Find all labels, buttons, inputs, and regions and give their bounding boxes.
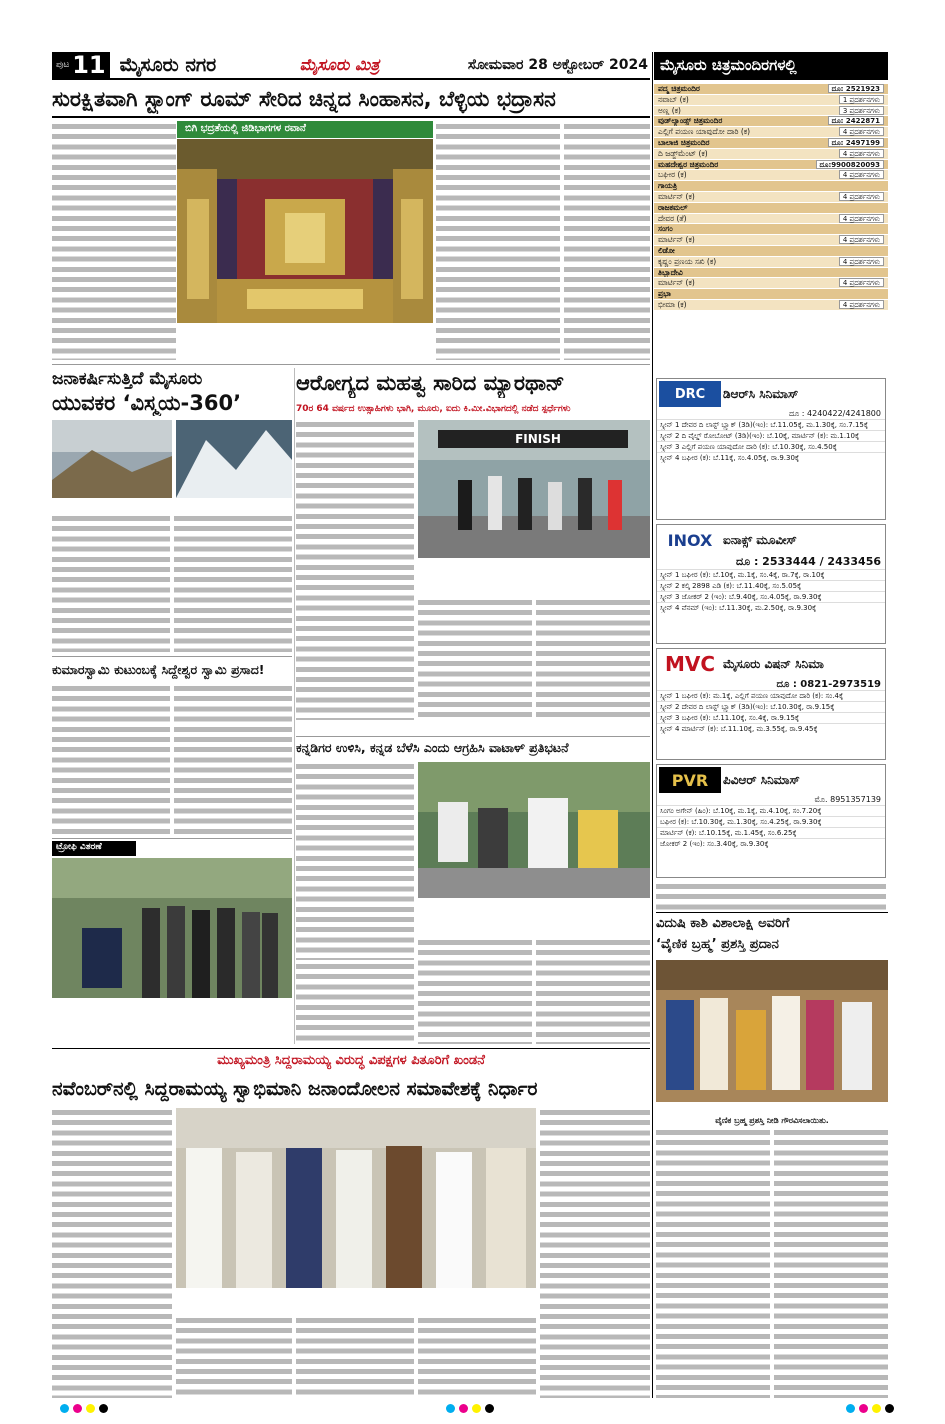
theatre-hall-row	[654, 268, 888, 279]
story5-body-col1	[296, 762, 414, 960]
story1-body-col3	[436, 122, 560, 360]
theatre-note	[656, 882, 886, 910]
story8-caption-text: ವೈಣಿಕ ಬ್ರಹ್ಮ ಪ್ರಶಸ್ತಿ ನೀಡಿ ಗೌರವಿಸಲಾಯಿತು.	[715, 1116, 829, 1125]
drc-logo: DRC	[659, 381, 721, 407]
showtime-row: ಮಾರ್ಟಿನ್ (ಕ): ಬೆ.10.15ಕ್ಕೆ, ಮ.1.45ಕ್ಕೆ, ಸಂ.6.25ಕ್ಕೆ	[657, 827, 885, 838]
theatre-row-name: ಮಾರ್ಟಿನ್ (ಕ)	[658, 278, 695, 288]
theatre-row-value: 4 ಪ್ರದರ್ಶನಗಳು	[839, 214, 884, 223]
theatre-row-name: ರಾಜಕಮಲ್	[658, 202, 688, 212]
inox-box	[656, 524, 886, 644]
inox-phone: ದೂ : 2533444 / 2433456	[735, 555, 881, 568]
story7-body-col4	[418, 1316, 536, 1398]
story1-body-col1	[52, 122, 176, 360]
story3-body-col1	[296, 420, 414, 720]
mvc-showtimes	[657, 690, 885, 734]
theatre-row-name: ಬಾಲಾಜಿ ಚಿತ್ರಮಂದಿರ	[658, 137, 710, 147]
theatre-row-name: ಬಘೀರ (ಕ)	[658, 170, 687, 180]
theatre-row-name: ಮಾರ್ಟಿನ್ (ಕ)	[658, 191, 695, 201]
story2-body-col2	[174, 514, 292, 652]
theatre-row-value: 4 ಪ್ರದರ್ಶನಗಳು	[839, 170, 884, 179]
showtime-row: ಸ್ಕ್ರೀನ್ 1 ಬಘೀರ (ಕ): ಮ.1ಕ್ಕೆ, ಎಲ್ಲಿಗೆ ಪಯಣ ಯಾವುದೋ ದಾರಿ (ಕ): ಸಂ.4ಕ್ಕೆ	[657, 690, 885, 701]
mvc-phone: ದೂ : 0821-2973519	[776, 679, 881, 690]
theatre-film-row	[654, 149, 888, 160]
story1-photo-caption	[177, 324, 433, 362]
pvr-logo: PVR	[659, 767, 721, 793]
finish-banner-text: FINISH	[515, 432, 561, 446]
theatre-row-value: 4 ಪ್ರದರ್ಶನಗಳು	[839, 300, 884, 309]
story5-headline: ಕನ್ನಡಿಗರ ಉಳಿಸಿ, ಕನ್ನಡ ಬೆಳೆಸಿ ಎಂದು ಆಗ್ರಹಿಸಿ ವಾಟಾಳ್ ಪ್ರತಿಭಟನೆ	[296, 740, 569, 755]
showtime-row: ಜೋಕರ್ 2 (ಇಂ): ಸಂ.3.40ಕ್ಕೆ, ರಾ.9.30ಕ್ಕೆ	[657, 838, 885, 849]
theatre-film-row	[654, 127, 888, 138]
story3-body-col3	[536, 598, 650, 720]
page-number: 11	[72, 51, 106, 79]
theatre-hall-row	[654, 224, 888, 235]
showtime-row: ಸ್ಕ್ರೀನ್ 3 ಬಘೀರ (ಕ): ಬೆ.11.10ಕ್ಕೆ, ಸಂ.4ಕ್ಕೆ, ರಾ.9.15ಕ್ಕೆ	[657, 712, 885, 723]
theatre-row-name: ಭೀಮಾ (ಕ)	[658, 299, 687, 309]
theatre-row-name: ಮಾರ್ಟಿನ್ (ಕ)	[658, 235, 695, 245]
theatre-hall-row	[654, 116, 888, 127]
theatre-row-name: ವುಡ್‌ಲ್ಯಾಂಡ್ಸ್ ಚಿತ್ರಮಂದಿರ	[658, 116, 723, 126]
theatre-film-row	[654, 300, 888, 311]
theatre-hall-row	[654, 289, 888, 300]
mvc-logo: MVC	[659, 651, 721, 677]
theatre-row-name: ಪ್ರಭಾ	[658, 289, 671, 299]
pvr-name: ಪಿವಿಆರ್ ಸಿನಿಮಾಸ್	[723, 772, 800, 787]
showtime-row: ಸಿಂಗಂ ಅಗೇನ್ (ಹಿಂ): ಬೆ.10ಕ್ಕೆ, ಮ.1ಕ್ಕೆ, ಮ.4.10ಕ್ಕೆ, ಸಂ.7.20ಕ್ಕೆ	[657, 805, 885, 816]
drc-showtimes	[657, 419, 885, 463]
theatre-row-value: 4 ಪ್ರದರ್ಶನಗಳು	[839, 192, 884, 201]
drc-cinemas-box	[656, 378, 886, 520]
story7-kicker: ಮುಖ್ಯಮಂತ್ರಿ ಸಿದ್ದರಾಮಯ್ಯ ವಿರುದ್ಧ ವಿಪಕ್ಷಗಳ ಪಿತೂರಿಗೆ ಖಂಡನೆ	[217, 1053, 485, 1068]
theatre-hall-row	[654, 138, 888, 149]
story2-photo-caption	[52, 500, 292, 512]
theatre-row-name: ದಿ ಜಡ್ಜ್‌ಮೆಂಟ್ (ಕ)	[658, 148, 708, 158]
showtime-row: ಸ್ಕ್ರೀನ್ 2 ದೇವರ ದಿ ಲಾಸ್ಟ್ ಬ್ಲ್ಯಾಕ್ (3ಡಿ)(ಇಂ): ಬೆ.10.30ಕ್ಕೆ, ರಾ.9.15ಕ್ಕೆ	[657, 701, 885, 712]
story3-photo-caption	[418, 560, 650, 596]
masthead	[52, 52, 650, 80]
story6-label: ಟ್ರೋಫಿ ವಿತರಣೆ	[52, 841, 136, 856]
pvr-box	[656, 764, 886, 878]
story7-headline: ನವೆಂಬರ್‌ನಲ್ಲಿ ಸಿದ್ದರಾಮಯ್ಯ ಸ್ವಾಭಿಮಾನಿ ಜನಾಂದೋಲನ ಸಮಾವೇಶಕ್ಕೆ ನಿರ್ಧಾರ	[52, 1078, 538, 1100]
theatre-row-name: ಲಿಡೋ	[658, 245, 675, 255]
story8-body-col1	[656, 1128, 770, 1398]
story7-photo-caption	[176, 1290, 536, 1314]
theatre-row-value: ದೂ:9900820093	[816, 160, 885, 169]
registration-marks-center	[446, 1404, 494, 1413]
theatre-film-row	[654, 95, 888, 106]
theatre-film-row	[654, 214, 888, 225]
story2-body-col1	[52, 514, 170, 652]
showtime-row: ಸ್ಕ್ರೀನ್ 1 ಬಘೀರ (ಕ): ಬೆ.10ಕ್ಕೆ, ಮ.1ಕ್ಕೆ, ಸಂ.4ಕ್ಕೆ, ರಾ.7ಕ್ಕೆ, ರಾ.10ಕ್ಕೆ	[657, 569, 885, 580]
newspaper-logo: ಮೈಸೂರು ಮಿತ್ರ	[299, 55, 380, 74]
story1-headline: ಸುರಕ್ಷಿತವಾಗಿ ಸ್ಟ್ರಾಂಗ್ ರೂಮ್ ಸೇರಿದ ಚಿನ್ನದ ಸಿಂಹಾಸನ, ಬೆಳ್ಳಿಯ ಭದ್ರಾಸನ	[52, 87, 556, 111]
theatre-listing-table	[654, 84, 888, 311]
story8-body-col2	[774, 1128, 888, 1398]
theatre-hall-row	[654, 181, 888, 192]
story4-body-col2	[174, 684, 292, 834]
theatre-row-name: ಗಾಯತ್ರಿ	[658, 181, 678, 191]
story1-photo-banner: ಬಿಗಿ ಭದ್ರತೆಯಲ್ಲಿ ಜಿಡಿಭಾಗಗಳ ರವಾನೆ	[177, 121, 433, 138]
showtime-row: ಸ್ಕ್ರೀನ್ 4 ವೆನಮ್ (ಇಂ): ಬೆ.11.30ಕ್ಕೆ, ಮ.2.50ಕ್ಕೆ, ರಾ.9.30ಕ್ಕೆ	[657, 602, 885, 613]
showtime-row: ಸ್ಕ್ರೀನ್ 4 ಬಘೀರ (ಕ): ಬೆ.11ಕ್ಕೆ, ಸಂ.4.05ಕ್ಕೆ, ರಾ.9.30ಕ್ಕೆ	[657, 452, 885, 463]
theatre-hall-row	[654, 84, 888, 95]
hill-landscape-photo	[52, 420, 172, 498]
theatre-row-value: ದೂ: 2521923	[828, 84, 884, 93]
story8-photo-caption	[656, 1104, 888, 1126]
story6-caption	[52, 1000, 292, 1044]
golden-throne-photo	[177, 139, 433, 323]
mvc-box	[656, 648, 886, 760]
inox-logo: INOX	[659, 527, 721, 553]
theatres-title: ಮೈಸೂರು ಚಿತ್ರಮಂದಿರಗಳಲ್ಲಿ	[654, 52, 888, 80]
story2-headline-line2: ಯುವಕರ ‘ವಿಸ್ಮಯ-360’	[52, 391, 242, 415]
book-release-photo	[176, 1108, 536, 1288]
showtime-row: ಸ್ಕ್ರೀನ್ 2 ಕಲ್ಕಿ 2898 ಎಡಿ (ಕ): ಬೆ.11.40ಕ್ಕೆ, ಸಂ.5.05ಕ್ಕೆ	[657, 580, 885, 591]
pvr-showtimes	[657, 805, 885, 849]
showtime-row: ಸ್ಕ್ರೀನ್ 3 ಜೋಕರ್ 2 (ಇಂ): ಬೆ.9.40ಕ್ಕೆ, ಸಂ.4.05ಕ್ಕೆ, ರಾ.9.30ಕ್ಕೆ	[657, 591, 885, 602]
drc-phone: ದೂ : 4240422/4241800	[788, 409, 881, 418]
registration-marks-right	[846, 1404, 894, 1413]
story5-body-col2	[418, 938, 532, 1044]
trophy-ceremony-photo	[52, 858, 292, 998]
theatre-row-value: ದೂ: 2422871	[828, 116, 884, 125]
story7-body-col2	[176, 1316, 292, 1398]
theatre-row-value: 4 ಪ್ರದರ್ಶನಗಳು	[839, 257, 884, 266]
theatre-film-row	[654, 106, 888, 117]
registration-marks-left	[60, 1404, 108, 1413]
theatre-row-value: 4 ಪ್ರದರ್ಶನಗಳು	[839, 127, 884, 136]
theatre-row-name: ತಿಬ್ಬಾದೇವಿ	[658, 267, 683, 277]
theatre-row-value: 1 ಪ್ರದರ್ಶನಗಳು	[839, 95, 884, 104]
story7-body-col3	[296, 1316, 414, 1398]
theatre-row-name: ಪದ್ಮ ಚಿತ್ರಮಂದಿರ	[658, 84, 700, 93]
story3-body-col2	[418, 598, 532, 720]
protest-photo	[418, 762, 650, 898]
issue-date: ಸೋಮವಾರ 28 ಅಕ್ಟೋಬರ್ 2024	[467, 57, 648, 73]
story7-body-col1	[52, 1108, 172, 1398]
theatre-film-row	[654, 257, 888, 268]
story7-body-col5	[540, 1108, 650, 1398]
drc-name: ಡಿಆರ್‌ಸಿ ಸಿನಿಮಾಸ್	[723, 386, 799, 401]
story5-body-col3	[536, 938, 650, 1044]
theatre-hall-row	[654, 203, 888, 214]
theatre-film-row	[654, 235, 888, 246]
mvc-name: ಮೈಸೂರು ವಿಷನ್ ಸಿನಿಮಾ	[723, 656, 824, 671]
marathon-finish-photo	[418, 420, 650, 558]
story1-body-col4	[564, 122, 650, 360]
inox-showtimes	[657, 569, 885, 613]
theatre-row-name: ನವಾಬ್ (ಕ)	[658, 94, 689, 104]
theatre-film-row	[654, 170, 888, 181]
inox-name: ಐನಾಕ್ಸ್ ಮೂವೀಸ್	[723, 532, 797, 547]
theatre-row-value: ದೂ: 2497199	[828, 138, 884, 147]
theatre-row-name: ಮಹದೇಶ್ವರ ಚಿತ್ರಮಂದಿರ	[658, 159, 719, 169]
theatre-row-name: ದೇವರ (ತೆ)	[658, 213, 687, 223]
pvr-phone: ಮೊ. 8951357139	[814, 795, 881, 804]
theatre-row-value: 3 ಪ್ರದರ್ಶನಗಳು	[839, 106, 884, 115]
page-number-box	[52, 52, 110, 78]
story8-headline-line2: ‘ವೈಣಿಕ ಬ್ರಹ್ಮ’ ಪ್ರಶಸ್ತಿ ಪ್ರದಾನ	[656, 937, 779, 952]
theatre-hall-row	[654, 246, 888, 257]
theatre-hall-row	[654, 160, 888, 171]
theatre-film-row	[654, 278, 888, 289]
showtime-row: ಸ್ಕ್ರೀನ್ 1 ದೇವರ ದಿ ಲಾಸ್ಟ್ ಬ್ಲ್ಯಾಕ್ (3ಡಿ)(ಇಂ): ಬೆ.11.05ಕ್ಕೆ, ಮ.1.30ಕ್ಕೆ, ಸಂ.7.15ಕ್ಕೆ	[657, 419, 885, 430]
theatre-row-name: ಅಣ್ಣ (ಕ)	[658, 105, 681, 115]
showtime-row: ಸ್ಕ್ರೀನ್ 4 ಮಾರ್ಟಿನ್ (ಕ): ಬೆ.11.10ಕ್ಕೆ, ಮ.3.55ಕ್ಕೆ, ರಾ.9.45ಕ್ಕೆ	[657, 723, 885, 734]
showtime-row: ಬಘೀರ (ಕ): ಬೆ.10.30ಕ್ಕೆ, ಮ.1.30ಕ್ಕೆ, ಸಂ.4.25ಕ್ಕೆ, ರಾ.9.30ಕ್ಕೆ	[657, 816, 885, 827]
theatre-film-row	[654, 192, 888, 203]
theatre-row-value: 4 ಪ್ರದರ್ಶನಗಳು	[839, 235, 884, 244]
story4-headline: ಕುಮಾರಸ್ವಾಮಿ ಕುಟುಂಬಕ್ಕೆ ಸಿದ್ದೇಶ್ವರ ಸ್ವಾಮಿ ಪ್ರಸಾದ!	[52, 662, 265, 677]
section-name: ಮೈಸೂರು ನಗರ	[119, 54, 217, 76]
snow-mountain-photo	[176, 420, 292, 498]
theatre-row-value: 4 ಪ್ರದರ್ಶನಗಳು	[839, 149, 884, 158]
story2-headline-line1: ಜನಾಕರ್ಷಿಸುತ್ತಿದೆ ಮೈಸೂರು	[52, 369, 203, 389]
story5-body-col1b	[296, 962, 414, 1044]
theatre-row-name: ಕೃಷ್ಣಂ ಪ್ರಣಯ ಸಖಿ (ಕ)	[658, 256, 717, 266]
theatre-row-name: ಸಂಗಂ	[658, 224, 673, 234]
award-ceremony-photo	[656, 960, 888, 1102]
story4-body-col1	[52, 684, 170, 834]
showtime-row: ಸ್ಕ್ರೀನ್ 2 ದಿ ವೈಲ್ಡ್ ರೋಬೋಟ್ (3ಡಿ)(ಇಂ): ಬೆ.10ಕ್ಕೆ, ಮಾರ್ಟಿನ್ (ಕ): ಮ.1.10ಕ್ಕೆ	[657, 430, 885, 441]
story8-headline-line1: ವಿದುಷಿ ಕಾಶಿ ವಿಶಾಲಾಕ್ಷಿ ಅವರಿಗೆ	[656, 916, 790, 931]
story3-headline: ಆರೋಗ್ಯದ ಮಹತ್ವ ಸಾರಿದ ಮ್ಯಾರಥಾನ್	[296, 371, 565, 395]
theatre-row-value: 4 ಪ್ರದರ್ಶನಗಳು	[839, 278, 884, 287]
story5-photo-caption	[418, 900, 650, 936]
showtime-row: ಸ್ಕ್ರೀನ್ 3 ಎಲ್ಲಿಗೆ ಪಯಣ ಯಾವುದೋ ದಾರಿ (ಕ): ಬೆ.10.30ಕ್ಕೆ, ಸಂ.4.50ಕ್ಕೆ	[657, 441, 885, 452]
theatre-row-name: ಎಲ್ಲಿಗೆ ಪಯಣ ಯಾವುದೋ ದಾರಿ (ಕ)	[658, 127, 751, 137]
story3-subhead: 70ರ 64 ವರ್ಷದ ಉತ್ಸಾಹಿಗಳು ಭಾಗಿ, ಮೂರು, ಐದು ಕಿ.ಮೀ.ವಿಭಾಗದಲ್ಲಿ ನಡೆದ ಸ್ಪರ್ಧೆಗಳು	[296, 404, 571, 414]
page-label: ಪುಟ	[56, 60, 70, 70]
